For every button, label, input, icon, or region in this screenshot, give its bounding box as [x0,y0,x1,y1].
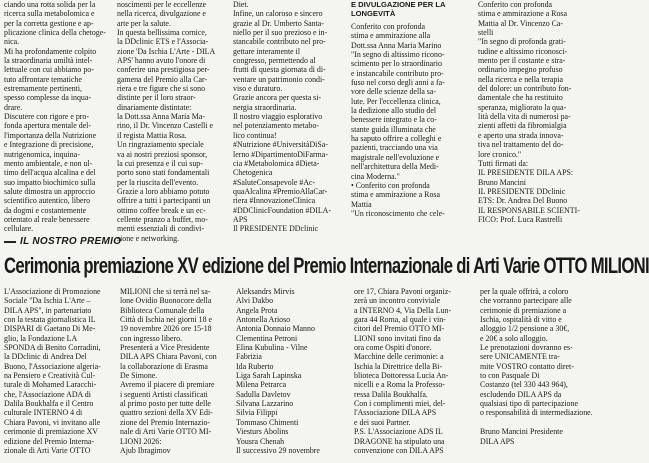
top-column-2-text: noscimenti per le eccellenze nella ricerca, divulgazione e arte per la salute. In questa bellissima cornice, la DDclinic ETS e l'Associa- zione 'Da Ischia L'Arte - DILA APS' hanno avuto l'onore di conferire una prestigiosa per- gamena del Premio alla Car- riera e tre figure che si sono distinte per il loro straor- dinariamente distintate: la Dott.ssa Anna Maria Ma- rino, il Dr. Vincenzo Castelli e il regista Mattia Rosa. Un ringraziamento speciale va ai nostri preziosi sponsor, la cui presenza e il cui sup- porto sono stati fondamentali per la riuscita dell'evento. Grazie a loro abbiamo potuto offrire a tutti i partecipanti un ottimo coffee break e un ec- cellente pranzo a buffet, mo- menti essenziali di condivi- sione e networking. [117,0,216,243]
top-column-1 [4,0,111,234]
top-column-5-text: Conferito con profonda stima e ammirazione a Rosa Mattia al Dr. Vincenzo Ca- stelli "In segno di profonda grati- tudine e altissimo riconosci- mento per il costante e stra- ordinario impegno profuso nella ricerca e nella terapia del dolore: un contributo fon- damentale che ha restituito speranza, migliorato la qua- lità della vita di numerosi pa- zienti affetti da fibromialgia e aperto una strada innova- tiva nel trattamento del do- lore cronico." Tutti firmati da: IL PRESIDENTE DILA APS: Bruno Mancini IL PRESIDENTE DDclinic ETS: Dr. Andrea Del Buono IL RESPONSABILE SCIENTI- FICO: Prof. Luca Rastrelli [478,0,580,224]
top-column-4-text: Conferito con profonda stima e ammirazione alla Dott.ssa Anna Maria Marino "In segno di altissimo ricono- scimento per lo straordinario e instancabile contributo pro- fuso nel corso degli anni a fa- vore delle scienze della sa- lute. Per l'eccellenza clinica, la dedizione allo studio del benessere integrato e la co- stante guida illuminata che ha saputo offrire a colleghi e pazienti, tracciando una via magistrale nell'evoluzione e nell'architettura della Medi- cina Moderna." • Conferito con profonda stima e ammirazione a Rosa Mattia "Un riconoscimento che cele- [351,22,445,218]
bottom-column-1-text: L'Associazione di Promozione Sociale "Da Ischia L'Arte – DILA APS", in partenariato con la testata giornalistica IL DISPARI di Gaetano Di Me- glio, la Fondazione LA SPONDA di Benito Corradini, la DDclinic di Andrea Del Buono, l'Associazione algeria- na Pensiero e Creatività Cul- turale di Mohamed Laracchi- che, l'Associazione ADA di Dalila Boukhalfa e il Centro culturale INTERNO 4 di Chiara Pavoni, vi invitano alle cerimonie di premiazione XV edizione del Premio Interna- zionale di Arti Varie OTTO [4,287,101,455]
headline-box [4,251,649,281]
top-column-3-text: Diet. Infine, un caloroso e sincero grazie al Dr. Umberto Santa- niello per il suo prezioso e in- stancabile contributo nel pro- gettare interamente il congresso, permettendo al frutti di questa giornata di di- ventare un patrimonio condi- viso e duraturo. Grazie ancora per questa si- nergia straordinaria. Il nostro viaggio esplorativo nel potenziamento metabo- lico continua! #Nutrizione #UniversitàDiSa- lerno #DipartimentoDiFarma- cia #Metabolomica #Dieta- Chetogenica #SaluteConsapevole #Ac- quaAlcalina #PremioAllaCar- riera #InnovazioneClinica #DDClinicFoundation #DILA- APS Il PRESIDENTE DDclinic [233,0,331,234]
top-column-3 [233,0,343,234]
bottom-column-4-text: ore 17, Chiara Pavoni organiz- zerà un incontro conviviale a INTERNO 4, Via Della Lun- gara 44 Roma, al quale i vin- citori del Premio OTTO MI- LIONI sono invitati fino da ora come Ospiti d'onore. Macchine delle cerimonie: a Ischia la Direttrice della Bi- blioteca Dottoressa Lucia An- nicelli e a Roma la Professo- ressa Dalila Boukhalfa. Con i complimenti miei, del- l'Associazione DILA APS e dei suoi Partner. P.S. L'Associazione ADS IL DRAGONE ha stipulato una convenzione con DILA APS [354,287,452,455]
bottom-column-3 [236,287,346,463]
bottom-column-2-text: MILIONI che si terrà nel sa- lone Ovidio Buonocore della Biblioteca Comunale della Città di Ischia nei giorni 18 e 19 novembre 2026 ore 15-18 con ingresso libero. Presenterà a Vice Presidente DILA APS Chiara Pavoni, con la collaborazione di Erasma De Simone. Avremo il piacere di premiare i seguenti Artisti classificati al primo posto per tutte delle quattro sezioni della XV Edi- zione del Premio Internazio- nale di Arti Varie OTTO MI- LIONI 2026: Ajub Ibragimov [120,287,217,455]
bottom-column-2 [120,287,230,463]
bottom-column-5-text: per la quale offrirà, a coloro che vorranno partecipare alle cerimonie di premiazione a Ischia, ospitalità di vitto e alloggio 1/2 pensione a 30€, e 20€ a solo alloggio. Le prenotazioni dovranno es- sere UNICAMENTE tra- mite VOSTRO contatto diret- to con Pasquale Di Costanzo (tel 330 443 964), escludendo DILA APS da qualsiasi tipo di partecipazione o responsabilità di intermediazione. Bruno Mancini Presidente DILA APS [480,287,593,446]
top-column-5 [478,0,596,234]
award-section-header: E DIVULGAZIONE PER LA LONGEVITÀ [351,0,446,18]
headline: Cerimonia premiazione XV edizione del Premio Internazionale di Arti Varie OTTO MILIONI [4,253,649,278]
top-column-1-text: ciando una rotta solida per la ricerca sulla metabolomica e per la corretta gestione e ap- plicazione clinica della chetoge- nica. Mi ha profondamente colpito la straordinaria umiltà intel- lettuale con cui abbiamo po- tuto affrontare tematiche estremamente pertinenti, spesso complesse da inqua- drare. Discutere con rigore e pro- fonda apertura mentale del- l'importanza della Nutrizione e Integrazione di precisione, nutrigenomica, inquina- mento ambientale, e non ul- timo dell'acqua alcalina e del suo impatto biochimico sulla salute dimostra un approccio scientifico autentico, libero da dogmi e costantemente orientato al reale benessere cellulare. [4,0,106,234]
bottom-column-1 [4,287,114,463]
top-column-2 [117,0,226,243]
top-column-4 [351,0,467,234]
bottom-column-3-text: Aleksandrs Mirvis Alvi Dakbo Angela Prota Antonella Arioso Antonia Donnaio Manno Clementina Petroni Elina Kubulina - Vilne Fabrizia Ida Ruberto Liga Sarah Lapinska Milena Petrarca Sadulla Davletov Silvana Lazzarino Silvia Filippi Tommaso Chimenti Viesturs Abolins Yousra Chenah Il successivo 29 novembre [236,287,320,455]
bottom-column-4 [354,287,472,463]
section-kicker: IL NOSTRO PREMIO [20,236,122,247]
section-rule [4,241,16,243]
section-bar [4,237,596,246]
bottom-column-5 [480,287,596,463]
